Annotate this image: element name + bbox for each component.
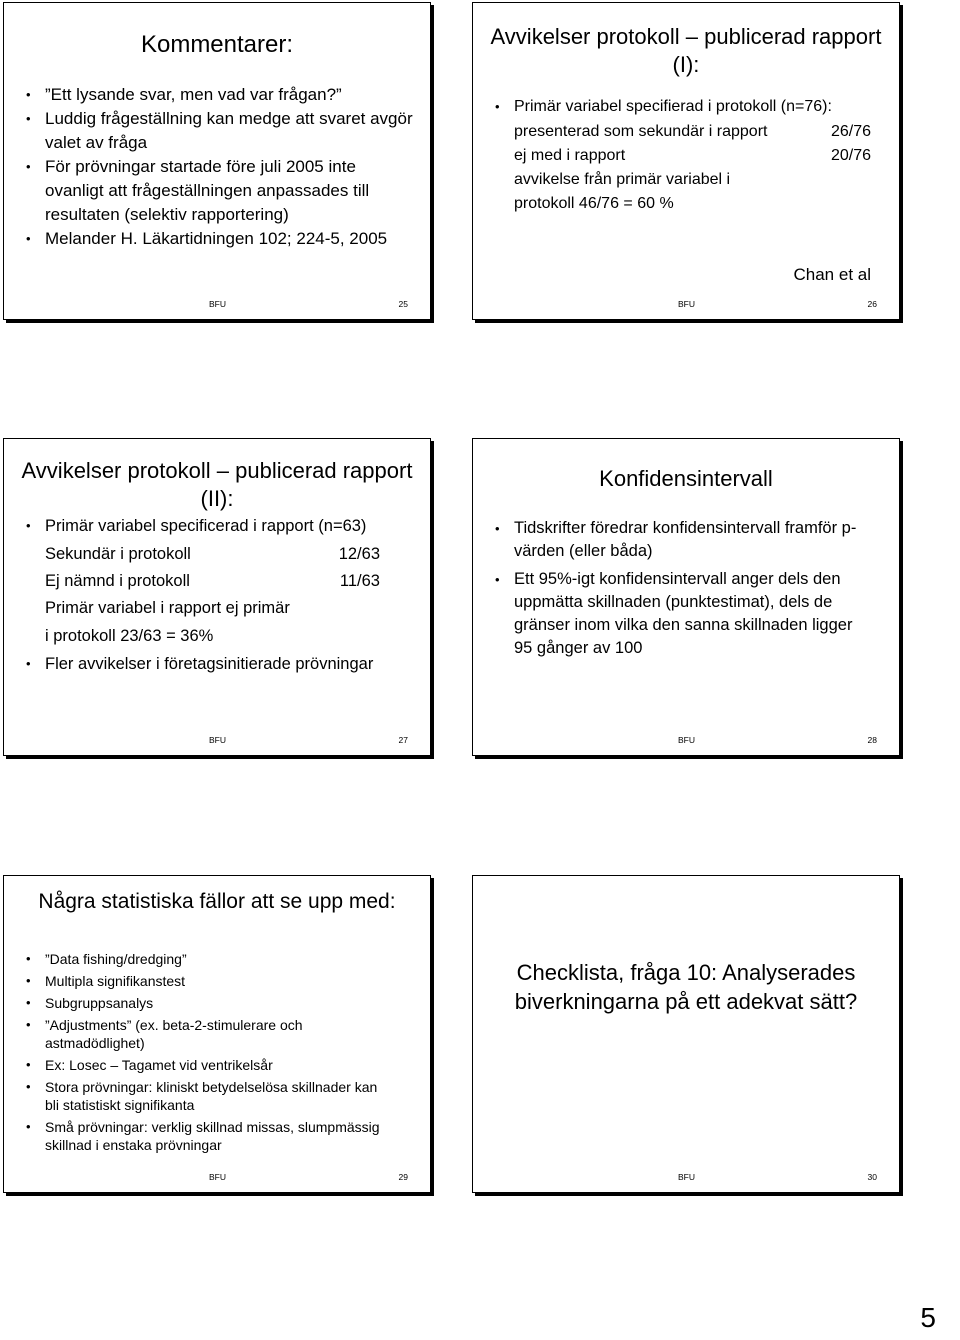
bullet-list [26, 950, 390, 1154]
slide-title: Kommentarer: [140, 31, 294, 58]
list-item: • Ett 95%-igt konfidensintervall anger dels den uppmätta skillnaden (punktestimat), dels de gränser inom vilka den sanna skillnaden ligger 95 gånger av 100 [495, 568, 869, 660]
bullet-list [26, 83, 414, 251]
list-item: • Fler avvikelser i företagsinitierade prövningar [26, 653, 380, 675]
page-number: 5 [920, 1302, 936, 1333]
source-citation: Chan et al [793, 265, 871, 284]
list-item: • Ex: Losec – Tagamet vid ventrikelsår [26, 1056, 390, 1074]
slide-number: 30 [867, 1172, 877, 1182]
text-line: avvikelse från primär variabel i [514, 171, 731, 188]
slide-footer: BFU [678, 1172, 695, 1182]
slide-title: Avvikelser protokoll – publicerad rapport (I): [490, 24, 882, 77]
data-row [26, 543, 380, 565]
text-line: protokoll 46/76 = 60 % [514, 195, 674, 212]
list-item: • Luddig frågeställning kan medge att svaret avgör valet av fråga [26, 107, 414, 155]
row-label: Sekundär i protokoll [45, 545, 191, 563]
slide-number: 26 [867, 299, 877, 309]
row-value: 11/63 [339, 572, 380, 590]
data-row [26, 570, 380, 592]
slide-number: 25 [398, 299, 408, 309]
list-item: • Stora prövningar: kliniskt betydelselösa skillnader kan bli statistiskt signifikanta [26, 1078, 390, 1114]
text-line: i protokoll 23/63 = 36% [45, 627, 214, 645]
list-item: • Subgruppsanalys [26, 994, 390, 1012]
slide-content [26, 515, 380, 675]
row-value: 12/63 [338, 545, 380, 563]
slide-29 [3, 875, 431, 1193]
row-label: Ej nämnd i protokoll [45, 572, 190, 590]
bullet-list [495, 517, 869, 660]
slide-title: Avvikelser protokoll – publicerad rapport (II): [21, 458, 413, 511]
list-item: • ”Adjustments” (ex. beta-2-stimulerare och astmadödlighet) [26, 1016, 390, 1052]
slide-27 [3, 438, 431, 756]
slide-number: 27 [398, 735, 408, 745]
slide-footer: BFU [678, 299, 695, 309]
list-item: • Multipla signifikanstest [26, 972, 390, 990]
slide-title: Checklista, fråga 10: Analyserades biverkningarna på ett adekvat sätt? [514, 960, 858, 1014]
text-line: Primär variabel i rapport ej primär [45, 599, 290, 617]
list-item: • Små prövningar: verklig skillnad missas, slumpmässig skillnad i enstaka prövningar [26, 1118, 390, 1154]
slide-footer: BFU [678, 735, 695, 745]
slide-footer: BFU [209, 299, 226, 309]
slide-26 [472, 2, 900, 320]
slide-footer: BFU [209, 1172, 226, 1182]
row-value: 20/76 [830, 147, 871, 164]
list-item: • För prövningar startade före juli 2005 inte ovanligt att frågeställningen anpassades till resultaten (selektiv rapportering) [26, 155, 414, 227]
list-item: • ”Ett lysande svar, men vad var frågan?” [26, 83, 414, 107]
slide-28 [472, 438, 900, 756]
row-label: ej med i rapport [514, 147, 626, 164]
slide-title: Några statistiska fällor att se upp med: [38, 890, 396, 913]
list-item: • ”Data fishing/dredging” [26, 950, 390, 968]
slide-footer: BFU [209, 735, 226, 745]
slide-title: Konfidensintervall [599, 466, 773, 491]
slide-content [495, 95, 871, 216]
data-row [495, 144, 871, 168]
slide-number: 28 [867, 735, 877, 745]
data-row [495, 120, 871, 144]
slide-30 [472, 875, 900, 1193]
slide-25 [3, 2, 431, 320]
list-item: • Melander H. Läkartidningen 102; 224-5, 2005 [26, 227, 414, 251]
list-item: • Tidskrifter föredrar konfidensintervall framför p-värden (eller båda) [495, 517, 869, 563]
slide-number: 29 [398, 1172, 408, 1182]
list-item: • Primär variabel specifierad i protokoll (n=76): [495, 95, 871, 119]
row-label: presenterad som sekundär i rapport [514, 123, 768, 140]
list-item: • Primär variabel specificerad i rapport (n=63) [26, 515, 380, 537]
row-value: 26/76 [830, 123, 871, 140]
